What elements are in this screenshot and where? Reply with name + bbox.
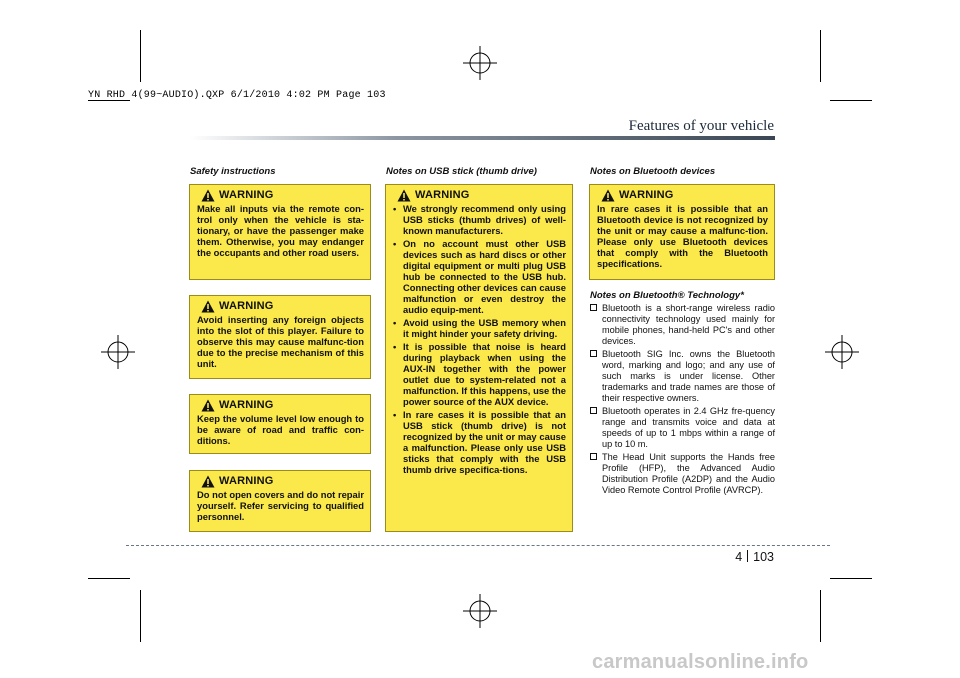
list-item: • On no account must other USB devices such as hard discs or other digital equipment or multi plug USB hub be connected to the USB hub. Connecting other devices can cause malfunction or even destroy the audio equip-ment.: [393, 238, 566, 315]
warning-label: WARNING: [219, 300, 274, 312]
list-item-text: The Head Unit supports the Hands free Profile (HFP), the Advanced Audio Distribution Profile (A2DP) and the Audio Video Remote Control Profile (AVRCP).: [602, 452, 775, 495]
warning-triangle-icon: [201, 300, 215, 313]
warning-label: WARNING: [219, 189, 274, 201]
warning-triangle-icon: [601, 189, 615, 202]
checkbox-square-icon: [590, 304, 597, 311]
registration-mark-icon: [463, 46, 497, 80]
warning-label: WARNING: [415, 189, 470, 201]
list-item-text: Bluetooth is a short-range wireless radio connectivity technology used mainly for mobile phones, hand-held PC's and other devices.: [602, 303, 775, 346]
print-slug-line: YN RHD 4(99~AUDIO).QXP 6/1/2010 4:02 PM Page 103: [88, 90, 386, 101]
list-item: [590, 406, 775, 450]
watermark: carmanualsonline.info: [592, 651, 809, 673]
section-title-bluetooth: Notes on Bluetooth devices: [590, 166, 716, 177]
crop-mark: [140, 590, 141, 642]
checkbox-square-icon: [590, 453, 597, 460]
list-item: [590, 303, 775, 347]
list-item: [590, 452, 775, 496]
warning-box: [189, 184, 371, 280]
warning-triangle-icon: [201, 475, 215, 488]
warning-label: WARNING: [219, 475, 274, 487]
list-item: • We strongly recommend only using USB sticks (thumb drives) of well-known manufacturers.: [393, 203, 566, 236]
crop-mark: [830, 100, 872, 101]
usb-warning-list: [393, 203, 566, 475]
warning-triangle-icon: [397, 189, 411, 202]
warning-box-usb: [385, 184, 573, 532]
header-rule: [190, 136, 775, 140]
list-item-text: Bluetooth SIG Inc. owns the Bluetooth word, marking and logo; and any use of such marks is under license. Other trademarks and trade names are those of their respective owners.: [602, 349, 775, 403]
warning-header: [601, 188, 768, 202]
chapter-number: 4: [735, 550, 743, 564]
warning-text: Do not open covers and do not repair yourself. Refer servicing to qualified personnel.: [197, 489, 364, 522]
list-item-text: Bluetooth operates in 2.4 GHz fre-quency range and transmits voice and data at speeds of up to 1 mbps within a range of up to 10 m.: [602, 406, 775, 449]
warning-text: In rare cases it is possible that an Bluetooth device is not recognized by the unit or may cause a malfunc-tion. Please only use Bluetooth devices that comply with the Bluetooth specifications.: [597, 203, 768, 269]
page-number-value: 103: [753, 550, 774, 564]
warning-header: [201, 474, 364, 488]
page-number-separator: [747, 550, 748, 562]
section-title-safety: Safety instructions: [190, 166, 276, 177]
crop-mark: [820, 590, 821, 642]
page-header-title: Features of your vehicle: [628, 118, 774, 134]
subsection-title-bluetooth-technology: Notes on Bluetooth® Technology*: [590, 290, 744, 301]
list-item: [590, 349, 775, 404]
crop-mark: [830, 578, 872, 579]
warning-label: WARNING: [619, 189, 674, 201]
warning-box: [189, 394, 371, 454]
warning-box-bluetooth: [589, 184, 775, 280]
list-item: • In rare cases it is possible that an USB stick (thumb drive) is not recognized by the unit or may cause a malfunction. Please only use USB sticks that comply with the USB thumb drive specifica-tions.: [393, 409, 566, 475]
warning-header: [201, 398, 364, 412]
warning-header: [201, 299, 364, 313]
crop-mark: [88, 578, 130, 579]
warning-header: [201, 188, 364, 202]
warning-box: [189, 470, 371, 532]
bluetooth-notes-list: [590, 303, 775, 498]
crop-mark: [140, 30, 141, 82]
checkbox-square-icon: [590, 350, 597, 357]
warning-text: Avoid inserting any foreign objects into the slot of this player. Failure to observe this may cause malfunc-tion due to the precise mechanism of this unit.: [197, 314, 364, 369]
list-item: • It is possible that noise is heard during playback when using the AUX-IN together with the power outlet due to system-related not a malfunction. If this happens, use the power source of the AUX device.: [393, 341, 566, 407]
warning-triangle-icon: [201, 189, 215, 202]
warning-triangle-icon: [201, 399, 215, 412]
registration-mark-icon: [463, 594, 497, 628]
warning-box: [189, 295, 371, 379]
checkbox-square-icon: [590, 407, 597, 414]
footer-rule: [126, 545, 830, 546]
warning-text: Keep the volume level low enough to be aware of road and traffic con-ditions.: [197, 413, 364, 446]
page-number: [735, 550, 774, 564]
warning-header: [397, 188, 566, 202]
list-item: • Avoid using the USB memory when it might hinder your safety driving.: [393, 317, 566, 339]
warning-label: WARNING: [219, 399, 274, 411]
registration-mark-icon: [825, 335, 859, 369]
crop-mark: [820, 30, 821, 82]
warning-text: Make all inputs via the remote con-trol only when the vehicle is sta-tionary, or have the passenger make them. Otherwise, you may endanger the occupants and other road users.: [197, 203, 364, 258]
registration-mark-icon: [101, 335, 135, 369]
section-title-usb: Notes on USB stick (thumb drive): [386, 166, 537, 177]
